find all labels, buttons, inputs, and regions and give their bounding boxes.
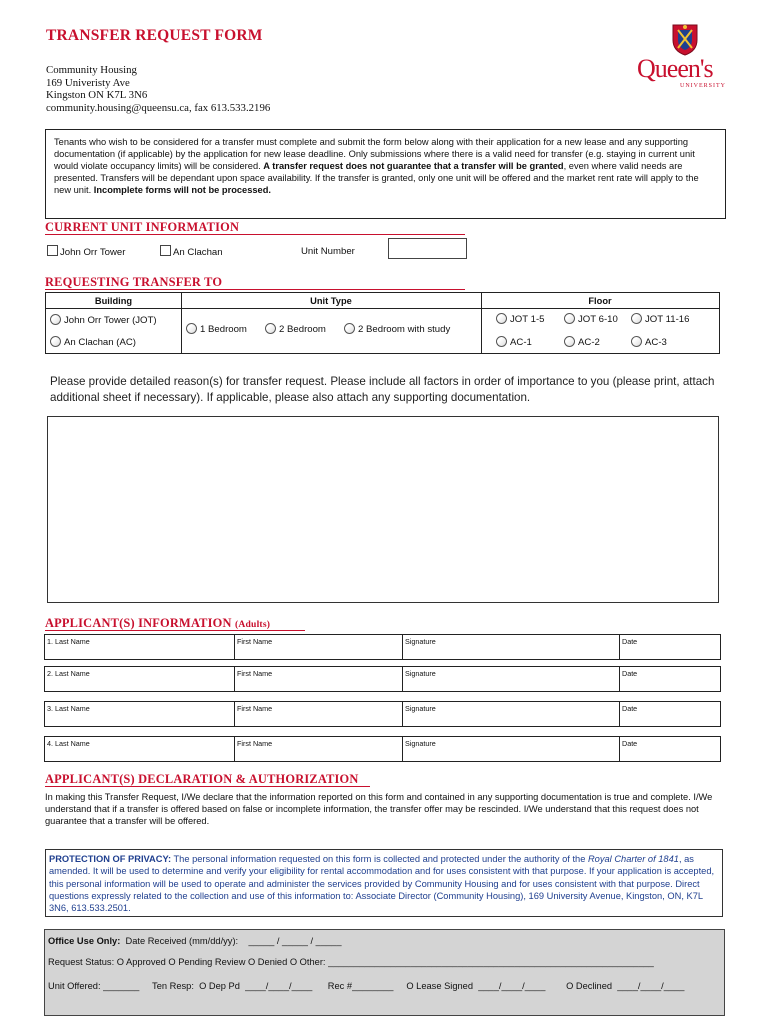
current-ac-option[interactable]: [160, 245, 223, 258]
first-name-field[interactable]: First Name: [235, 702, 403, 726]
radio-icon[interactable]: [186, 323, 197, 334]
address-line: 169 Univeristy Ave: [46, 76, 130, 89]
option-label: 2 Bedroom with study: [358, 324, 451, 335]
section-rule: [45, 786, 370, 787]
date-field[interactable]: Date: [622, 669, 638, 678]
privacy-label: PROTECTION OF PRIVACY:: [49, 854, 172, 864]
date-field[interactable]: Date: [622, 637, 638, 646]
logo-wordmark: Queen's: [637, 54, 713, 83]
unit-type-2-bedroom[interactable]: [265, 323, 326, 335]
signature-field[interactable]: Signature: [403, 667, 620, 691]
signature-field[interactable]: Signature: [403, 702, 620, 726]
radio-icon[interactable]: [496, 336, 507, 347]
building-option-ac[interactable]: [50, 336, 136, 348]
option-label: John Orr Tower: [60, 247, 126, 258]
crest-icon: [670, 22, 700, 56]
form-title: TRANSFER REQUEST FORM: [46, 27, 263, 44]
unit-number-label: Unit Number: [301, 246, 355, 257]
first-name-field[interactable]: First Name: [235, 737, 403, 761]
applicant-row: [44, 701, 721, 727]
signature-field[interactable]: Signature: [403, 737, 620, 761]
requesting-heading: REQUESTING TRANSFER TO: [45, 275, 223, 289]
col-unit-type: Unit Type: [181, 293, 481, 309]
intro-text: Tenants who wish to be considered for a transfer must complete and submit the form below along with their application for a new lease and any supporting documentation (if applicable) by the application for new lease deadline. Only submissions where there is a valid need for transfer (e.g. staying in current unit would violate occupancy limits) will be considered.: [54, 137, 695, 172]
current-unit-heading: CURRENT UNIT INFORMATION: [45, 220, 240, 234]
option-label: AC-1: [510, 337, 532, 348]
office-use-box: [44, 929, 725, 1016]
current-jot-option[interactable]: [47, 245, 125, 258]
request-status-line[interactable]: Request Status: O Approved O Pending Review O Denied O Other: _______________________________________________________________: [48, 957, 654, 967]
last-name-field[interactable]: 3. Last Name: [45, 702, 235, 726]
building-option-jot[interactable]: [50, 314, 157, 326]
option-label: John Orr Tower (JOT): [64, 315, 157, 326]
office-date-line: [48, 936, 342, 946]
floor-ac-3[interactable]: [631, 336, 667, 348]
declaration-heading: APPLICANT(S) DECLARATION & AUTHORIZATION: [45, 772, 359, 786]
radio-icon[interactable]: [564, 336, 575, 347]
unit-number-field[interactable]: [388, 238, 467, 259]
office-label: Office Use Only:: [48, 936, 121, 946]
privacy-italic: Royal Charter of 1841: [587, 854, 679, 864]
radio-icon[interactable]: [496, 313, 507, 324]
floor-jot-6-10[interactable]: [564, 313, 618, 325]
address-line: Community Housing: [46, 64, 137, 76]
date-field[interactable]: Date: [622, 739, 638, 748]
applicants-heading-text: APPLICANT(S) INFORMATION: [45, 616, 232, 630]
table-divider: [181, 293, 182, 353]
table-divider: [481, 293, 482, 353]
floor-jot-1-5[interactable]: [496, 313, 544, 325]
radio-icon[interactable]: [344, 323, 355, 334]
last-name-field[interactable]: 1. Last Name: [45, 635, 235, 659]
applicants-heading: [45, 616, 270, 631]
option-label: JOT 6-10: [578, 314, 618, 325]
logo-subtext: UNIVERSITY: [680, 83, 726, 89]
intro-bold: A transfer request does not guarantee that a transfer will be granted: [263, 161, 564, 172]
unit-type-2-bedroom-study[interactable]: [344, 323, 450, 335]
radio-icon[interactable]: [631, 313, 642, 324]
radio-icon[interactable]: [50, 314, 61, 325]
queens-logo: [632, 22, 732, 94]
address-line: Kingston ON K7L 3N6: [46, 89, 148, 102]
unit-type-1-bedroom[interactable]: [186, 323, 247, 335]
section-rule: [45, 630, 305, 631]
first-name-field[interactable]: First Name: [235, 635, 403, 659]
option-label: 2 Bedroom: [279, 324, 326, 335]
checkbox-ac[interactable]: [160, 245, 171, 256]
applicant-row: [44, 736, 721, 762]
reasons-instruction: Please provide detailed reason(s) for transfer request. Please include all factors in order of importance to you (please print, attach additional sheet if necessary). If applicable, please also attach any supporting documentation.: [50, 375, 715, 404]
applicant-row: [44, 634, 721, 660]
privacy-text: , as amended. It will be used to determine and verify your eligibility for rental accommodation and for uses consistent with that purpose. If your application is accepted, this personal information will be used to operate and administer the services provided by Community Housing and for uses consistent with that purpose. Direct questions expressly related to the collection and use of this information to: Associate Director (Community Housing), 169 University Avenue, Kingston, ON, K7L 3N6, 613.533.2501.: [49, 854, 715, 914]
option-label: An Clachan (AC): [64, 337, 136, 348]
privacy-box: [45, 849, 723, 917]
floor-ac-1[interactable]: [496, 336, 532, 348]
unit-offered-line[interactable]: Unit Offered: _______ Ten Resp: O Dep Pd ____/____/____ Rec #________ O Lease Signed ____/____/____ O Declined ____/____/____: [48, 981, 685, 991]
date-field[interactable]: Date: [622, 704, 638, 713]
declaration-text: In making this Transfer Request, I/We declare that the information reported on this form and contained in any supporting documentation is true and complete. I/We understand that if a transfer is offered based on false or incomplete information, the transfer offer may be rescinded. I/We understand that this request does not guarantee that a transfer will be offered.: [45, 792, 713, 827]
col-floor: Floor: [481, 293, 719, 309]
signature-field[interactable]: Signature: [403, 635, 620, 659]
option-label: JOT 11-16: [645, 314, 690, 325]
floor-ac-2[interactable]: [564, 336, 600, 348]
applicants-heading-sub: (Adults): [234, 619, 271, 630]
radio-icon[interactable]: [265, 323, 276, 334]
radio-icon[interactable]: [50, 336, 61, 347]
option-label: AC-3: [645, 337, 667, 348]
transfer-table: [45, 292, 720, 354]
checkbox-jot[interactable]: [47, 245, 58, 256]
floor-jot-11-16[interactable]: [631, 313, 689, 325]
radio-icon[interactable]: [564, 313, 575, 324]
address-block: [46, 64, 270, 114]
first-name-field[interactable]: First Name: [235, 667, 403, 691]
option-label: An Clachan: [173, 247, 223, 258]
section-rule: [45, 289, 465, 290]
option-label: AC-2: [578, 337, 600, 348]
intro-bold: Incomplete forms will not be processed.: [93, 185, 271, 196]
col-building: Building: [46, 293, 181, 309]
reasons-textarea[interactable]: [47, 416, 719, 603]
last-name-field[interactable]: 2. Last Name: [45, 667, 235, 691]
option-label: JOT 1-5: [510, 314, 545, 325]
last-name-field[interactable]: 4. Last Name: [45, 737, 235, 761]
intro-text: , even where valid needs are presented. Transfers will be dependant upon space availability. If the transfer is granted, only one unit will be offered and the market rent rate will apply to the new unit.: [54, 161, 699, 196]
privacy-text: The personal information requested on this form is collected and protected under the authority of the: [171, 854, 588, 864]
date-received[interactable]: Date Received (mm/dd/yy): _____ / _____ / _____: [120, 936, 342, 946]
address-line: community.housing@queensu.ca, fax 613.533.2196: [46, 101, 271, 114]
option-label: 1 Bedroom: [200, 324, 247, 335]
intro-box: [45, 129, 726, 219]
radio-icon[interactable]: [631, 336, 642, 347]
applicant-row: [44, 666, 721, 692]
section-rule: [45, 234, 465, 235]
